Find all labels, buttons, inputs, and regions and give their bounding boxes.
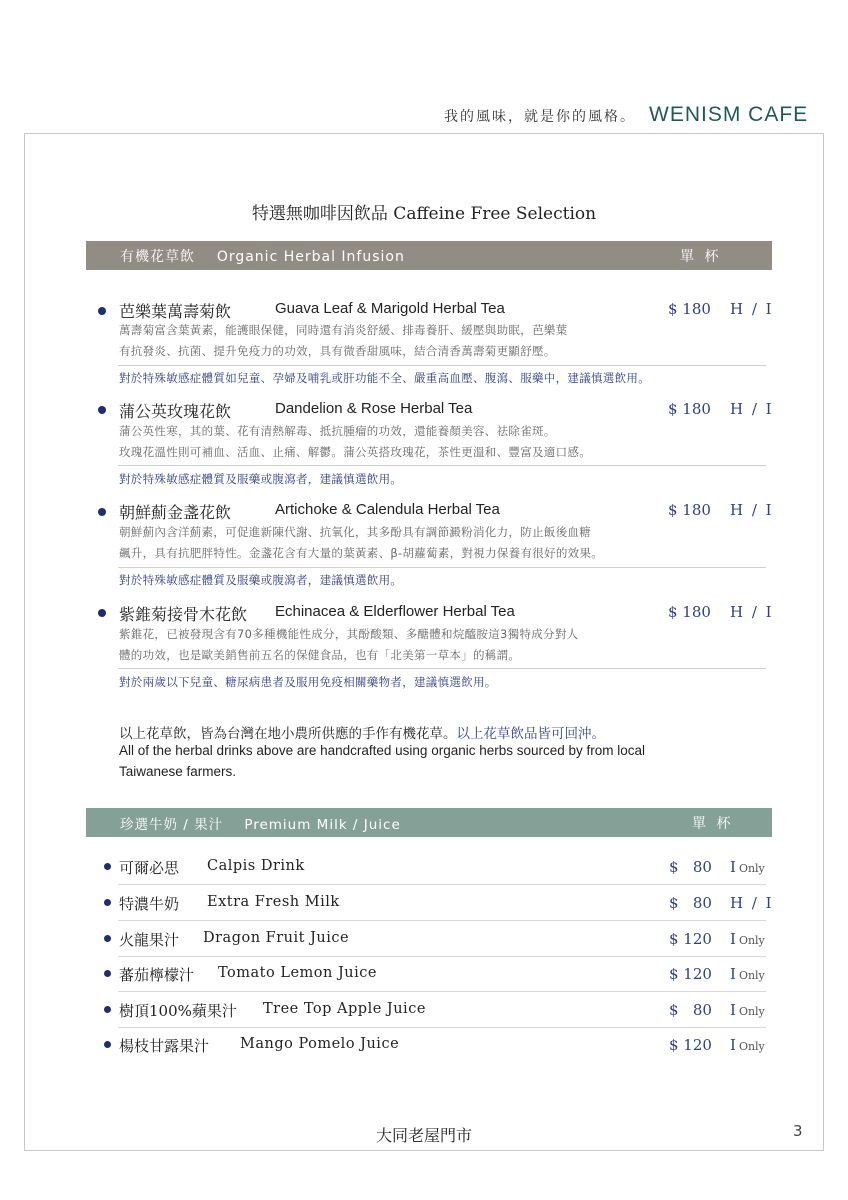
item-name-en: Mango Pomelo Juice <box>240 1036 400 1052</box>
bullet-icon <box>104 935 111 942</box>
divider <box>118 920 766 921</box>
item-name-en: Artichoke & Calendula Herbal Tea <box>275 501 500 518</box>
brand-logo: WENISM CAFE <box>649 103 809 126</box>
item-name-zh: 蕃茄檸檬汁 <box>119 966 195 984</box>
bullet-icon <box>98 406 106 414</box>
item-description: 紫錐花，已被發現含有70多種機能性成分，其酚酸類、多醣體和烷醯胺這3獨特成分對人 體的功效，也是歐美銷售前五名的保健食品，也有「北美第一草本」的稱謂。 <box>119 627 579 662</box>
herbal-note-zh: 以上花草飲，皆為台灣在地小農所供應的手作有機花草。以上花草飲品皆可回沖。 <box>119 726 605 742</box>
page-number: 3 <box>793 1122 803 1140</box>
item-name-zh: 火龍果汁 <box>119 931 180 949</box>
store-name: 大同老屋門市 <box>375 1126 472 1145</box>
bullet-icon <box>104 899 111 906</box>
item-warning: 對於特殊敏感症體質如兒童、孕婦及哺乳或肝功能不全、嚴重高血壓、腹瀉、服藥中，建議慎選飲用。 <box>119 371 650 385</box>
bullet-icon <box>98 307 106 315</box>
item-option: H / I <box>730 894 774 912</box>
bullet-icon <box>98 508 106 516</box>
item-price: $ 120 <box>669 1036 712 1054</box>
divider <box>118 567 766 568</box>
bullet-icon <box>104 970 111 977</box>
divider <box>118 668 766 669</box>
item-price: $ 180 <box>668 501 711 519</box>
item-option: I Only <box>730 965 765 983</box>
item-name-zh: 特濃牛奶 <box>119 895 180 913</box>
divider <box>118 465 766 466</box>
item-name-en: Tomato Lemon Juice <box>218 965 377 981</box>
divider <box>118 884 766 885</box>
item-price: $ 180 <box>668 603 711 621</box>
item-option: I Only <box>730 858 765 876</box>
divider <box>118 365 766 366</box>
item-name-en: Dandelion & Rose Herbal Tea <box>275 400 473 417</box>
item-warning: 對於兩歲以下兒童、糖尿病患者及服用免疫相關藥物者，建議慎選飲用。 <box>119 675 497 689</box>
item-description: 朝鮮薊內含洋薊素，可促進新陳代謝、抗氧化，其多酚具有調節澱粉消化力，防止飯後血糖 飆升，具有抗肥胖特性。金盞花含有大量的葉黃素、β-胡蘿蔔素，對視力保養有很好的效果。 <box>119 525 604 560</box>
item-name-zh: 芭樂葉萬壽菊飲 <box>119 302 232 321</box>
item-option: I Only <box>730 1001 765 1019</box>
item-name-zh: 蒲公英玫瑰花飲 <box>119 402 232 421</box>
item-warning: 對於特殊敏感症體質及服藥或腹瀉者，建議慎選飲用。 <box>119 472 403 486</box>
item-price: $ 120 <box>669 965 712 983</box>
item-option: H / I <box>730 603 774 621</box>
section-header-milk-juice <box>86 808 772 837</box>
item-name-zh: 可爾必思 <box>119 859 180 877</box>
item-option: I Only <box>730 1036 765 1054</box>
item-price: $ 80 <box>669 858 712 876</box>
item-name-en: Guava Leaf & Marigold Herbal Tea <box>275 300 505 317</box>
bullet-icon <box>98 609 106 617</box>
item-name-zh: 楊枝甘露果汁 <box>119 1037 210 1055</box>
item-description: 蒲公英性寒，其的葉、花有清熱解毒、抵抗腫瘤的功效，還能養顏美容、祛除雀斑。 玫瑰花溫性則可補血、活血、止痛、解鬱。蒲公英搭玫瑰花，茶性更溫和、豐富及適口感。 <box>119 424 591 459</box>
bullet-icon <box>104 863 111 870</box>
tagline: 我的風味，就是你的風格。 <box>444 109 636 125</box>
item-warning: 對於特殊敏感症體質及服藥或腹瀉者，建議慎選飲用。 <box>119 573 403 587</box>
section-header-herbal <box>86 241 772 270</box>
item-price: $ 80 <box>669 1001 712 1019</box>
bullet-icon <box>104 1006 111 1013</box>
item-price: $ 180 <box>668 300 711 318</box>
item-name-en: Extra Fresh Milk <box>207 894 340 910</box>
item-name-en: Calpis Drink <box>207 858 305 874</box>
item-option: H / I <box>730 300 774 318</box>
item-name-en: Tree Top Apple Juice <box>263 1001 426 1017</box>
item-name-en: Dragon Fruit Juice <box>203 930 350 946</box>
price-header: 單 杯 <box>680 249 722 265</box>
item-option: H / I <box>730 400 774 418</box>
section-title: 有機花草飲 Organic Herbal Infusion <box>120 249 405 265</box>
item-name-zh: 樹頂100%蘋果汁 <box>119 1002 237 1020</box>
item-name-zh: 紫錐菊接骨木花飲 <box>119 605 248 624</box>
herbal-note-en: All of the herbal drinks above are handcrafted using organic herbs sourced by from local Taiwanese farmers. <box>119 743 646 779</box>
price-header: 單 杯 <box>692 816 734 832</box>
item-price: $ 180 <box>668 400 711 418</box>
bullet-icon <box>104 1041 111 1048</box>
divider <box>118 956 766 957</box>
item-name-en: Echinacea & Elderflower Herbal Tea <box>275 603 515 620</box>
item-name-zh: 朝鮮薊金盞花飲 <box>119 503 232 522</box>
item-option: I Only <box>730 930 765 948</box>
item-description: 萬壽菊富含葉黃素，能護眼保健，同時還有消炎舒緩、排毒養肝、緩壓與助眠，芭樂葉 有抗發炎、抗菌、提升免疫力的功效，具有微香甜風味，結合清香萬壽菊更顯舒壓。 <box>119 323 568 358</box>
item-option: H / I <box>730 501 774 519</box>
section-title: 珍選牛奶 / 果汁 Premium Milk / Juice <box>120 817 401 833</box>
divider <box>118 991 766 992</box>
divider <box>118 1027 766 1028</box>
item-price: $ 80 <box>669 894 712 912</box>
item-price: $ 120 <box>669 930 712 948</box>
page-title: 特選無咖啡因飲品 Caffeine Free Selection <box>251 204 597 224</box>
